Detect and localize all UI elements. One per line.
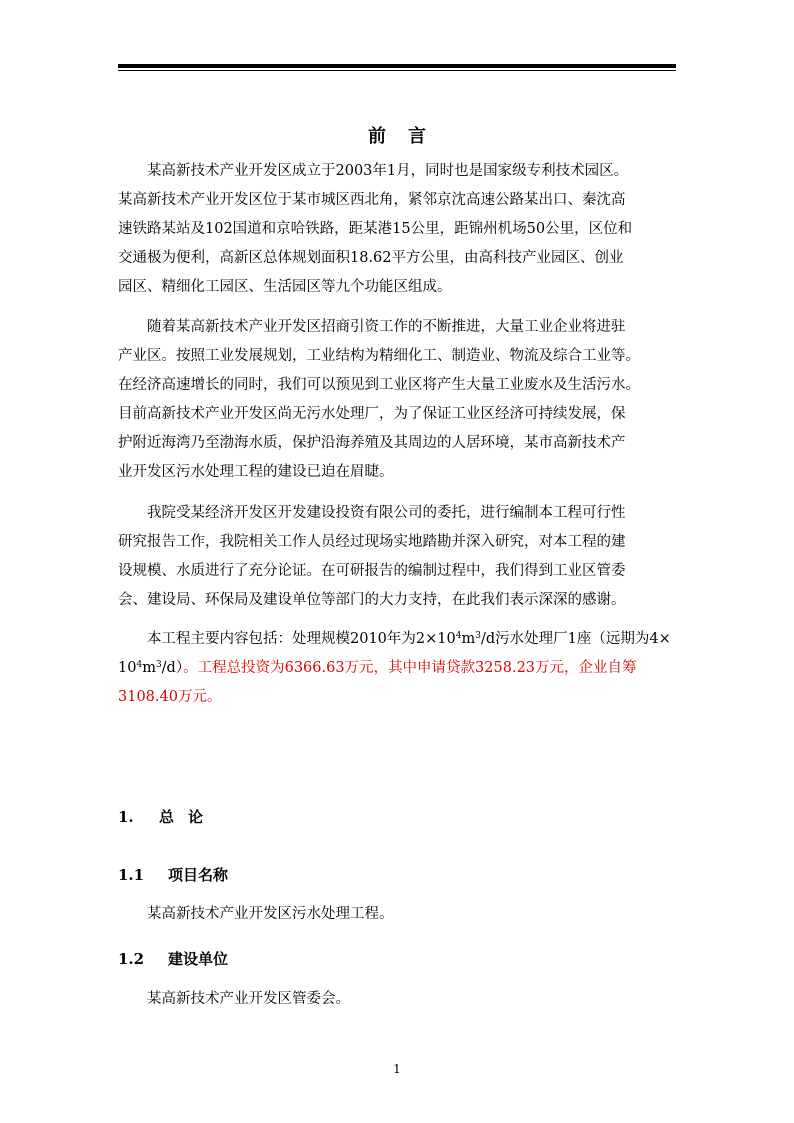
- page-title: 前言: [368, 126, 448, 147]
- text-span: /d污水处理厂1座（远期为4×: [480, 631, 671, 647]
- investment-text: 3108.40万元。: [118, 689, 222, 705]
- investment-text: 。工程总投资为6366.63万元，其中申请贷款3258.23万元，企业自筹: [183, 660, 637, 676]
- text-line: 某高新技术产业开发区成立于2003年1月，同时也是国家级专利技术园区。: [147, 163, 629, 179]
- superscript: 3: [475, 631, 481, 641]
- superscript: 4: [136, 660, 143, 670]
- heading-text: 总论: [159, 808, 218, 826]
- section-heading-1-1: [118, 864, 228, 885]
- paragraph-2: [118, 313, 676, 487]
- text-line: 会、建设局、环保局及建设单位等部门的大力支持，在此我们表示深深的感谢。: [118, 592, 626, 608]
- heading-number: 1.1: [118, 866, 145, 884]
- section-body: 某高新技术产业开发区污水处理工程。: [147, 906, 394, 922]
- text-line: 护附近海湾乃至渤海水质，保护沿海养殖及其周边的人居环境，某市高新技术产: [118, 435, 626, 451]
- text-line: 研究报告工作，我院相关工作人员经过现场实地踏勘并深入研究，对本工程的建: [118, 534, 626, 550]
- page-number: 1: [393, 1062, 401, 1076]
- section-heading-1-2: [118, 948, 228, 969]
- text-line: 业开发区污水处理工程的建设已迫在眉睫。: [118, 464, 394, 480]
- section-body: 某高新技术产业开发区管委会。: [147, 991, 350, 1007]
- superscript: 3: [155, 660, 162, 670]
- header-rule-thin: [118, 70, 676, 71]
- text-line: 我院受某经济开发区开发建设投资有限公司的委托，进行编制本工程可行性: [147, 505, 626, 521]
- text-line: 园区、精细化工园区、生活园区等九个功能区组成。: [118, 279, 452, 295]
- heading-text: 建设单位: [168, 950, 229, 968]
- text-span: /d）: [161, 660, 184, 676]
- paragraph-1: [118, 157, 676, 302]
- text-line: [118, 625, 676, 654]
- text-line: 速铁路某站及102国道和京哈铁路，距某港15公里，距锦州机场50公里，区位和: [118, 221, 633, 237]
- text-line: 随着某高新技术产业开发区招商引资工作的不断推进，大量工业企业将进驻: [147, 319, 626, 335]
- heading-number: 1.: [118, 808, 134, 826]
- text-line: [118, 654, 676, 683]
- paragraph-3: [118, 499, 676, 615]
- text-line: 产业区。按照工业发展规划，工业结构为精细化工、制造业、物流及综合工业等。: [118, 348, 640, 364]
- header-rule-thick: [118, 64, 676, 68]
- text-line: 交通极为便利，高新区总体规划面积18.62平方公里，由高科技产业园区、创业: [118, 250, 624, 266]
- text-span: 本工程主要内容包括：处理规模2010年为2×10: [147, 631, 456, 647]
- text-line: 在经济高速增长的同时，我们可以预见到工业区将产生大量工业废水及生活污水。: [118, 377, 640, 393]
- section-heading-1: [118, 806, 217, 827]
- heading-text: 项目名称: [168, 866, 229, 884]
- text-span: m: [461, 631, 476, 647]
- text-span: m: [142, 660, 156, 676]
- paragraph-4: [118, 625, 676, 712]
- text-line: 目前高新技术产业开发区尚无污水处理厂，为了保证工业区经济可持续发展，保: [118, 406, 626, 422]
- superscript: 4: [455, 631, 462, 641]
- text-line: 设规模、水质进行了充分论证。在可研报告的编制过程中，我们得到工业区管委: [118, 563, 626, 579]
- text-line: 某高新技术产业开发区位于某市城区西北角，紧邻京沈高速公路某出口、秦沈高: [118, 192, 626, 208]
- text-span: 10: [118, 660, 137, 676]
- heading-number: 1.2: [118, 950, 145, 968]
